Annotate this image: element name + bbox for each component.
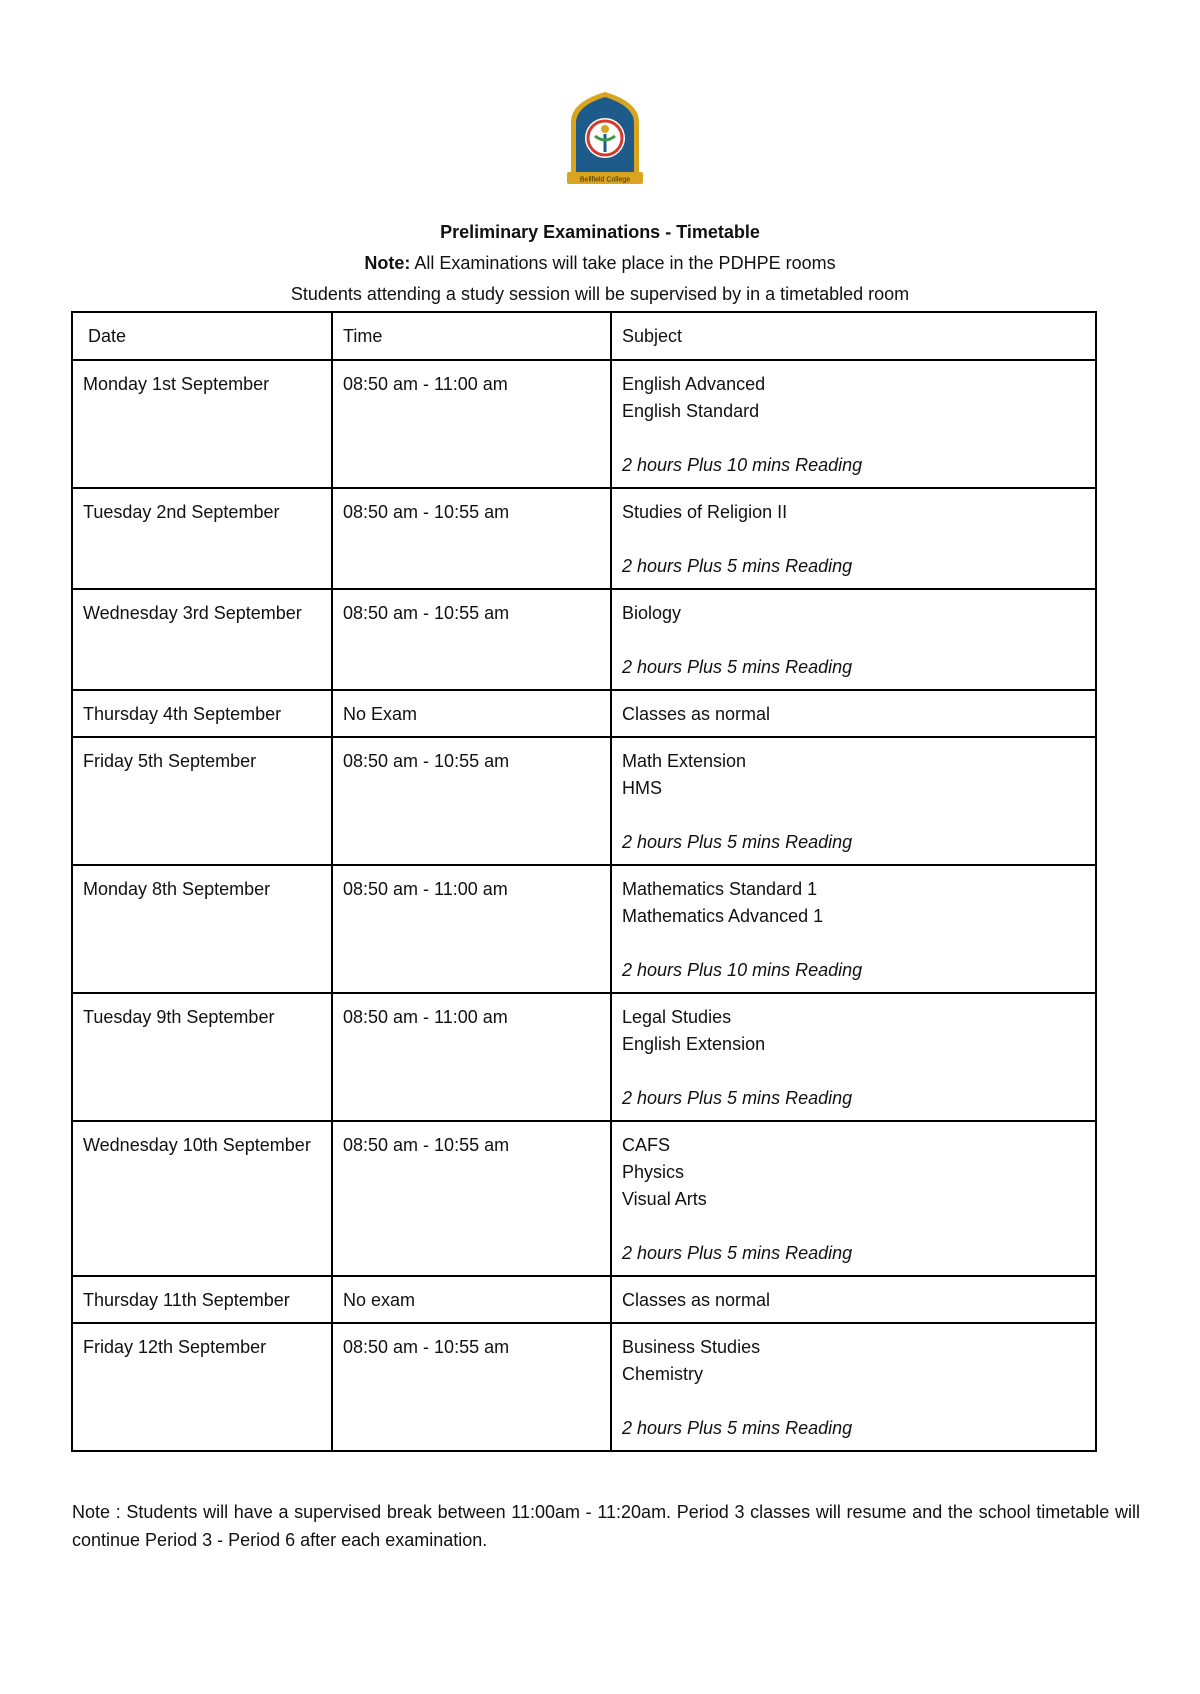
cell-date: Friday 12th September bbox=[72, 1323, 332, 1451]
cell-date: Monday 1st September bbox=[72, 360, 332, 488]
header-date: Date bbox=[72, 312, 332, 360]
header-time: Time bbox=[332, 312, 611, 360]
cell-subject bbox=[611, 589, 1096, 690]
cell-time: No Exam bbox=[332, 690, 611, 737]
page-title: Preliminary Examinations - Timetable bbox=[440, 222, 760, 242]
cell-subject bbox=[611, 488, 1096, 589]
note-label: Note: bbox=[364, 253, 411, 273]
cell-subject bbox=[611, 737, 1096, 865]
table-row bbox=[72, 360, 1096, 488]
reading-time: 2 hours Plus 10 mins Reading bbox=[622, 960, 863, 980]
cell-subject bbox=[611, 1323, 1096, 1451]
cell-date: Tuesday 9th September bbox=[72, 993, 332, 1121]
line-gap bbox=[622, 1213, 1085, 1240]
cell-time: 08:50 am - 10:55 am bbox=[332, 737, 611, 865]
cell-subject bbox=[611, 1121, 1096, 1276]
subject-name: Chemistry bbox=[622, 1364, 704, 1384]
cell-date: Thursday 11th September bbox=[72, 1276, 332, 1323]
cell-time: 08:50 am - 11:00 am bbox=[332, 993, 611, 1121]
line-gap bbox=[622, 1058, 1085, 1085]
line-gap bbox=[622, 526, 1085, 553]
table-row bbox=[72, 1121, 1096, 1276]
crest-icon bbox=[565, 88, 645, 186]
cell-date: Thursday 4th September bbox=[72, 690, 332, 737]
cell-time: 08:50 am - 10:55 am bbox=[332, 488, 611, 589]
cell-date: Monday 8th September bbox=[72, 865, 332, 993]
exam-timetable bbox=[71, 311, 1097, 1452]
svg-text:Bellfield College: Bellfield College bbox=[579, 176, 631, 184]
subject-name: Mathematics Advanced 1 bbox=[622, 906, 824, 926]
cell-time: 08:50 am - 11:00 am bbox=[332, 360, 611, 488]
line-gap bbox=[622, 627, 1085, 654]
reading-time: 2 hours Plus 10 mins Reading bbox=[622, 455, 863, 475]
subject-name: English Standard bbox=[622, 401, 760, 421]
cell-subject bbox=[611, 993, 1096, 1121]
subject-name: HMS bbox=[622, 778, 662, 798]
reading-time: 2 hours Plus 5 mins Reading bbox=[622, 657, 853, 677]
cell-time: No exam bbox=[332, 1276, 611, 1323]
table-row bbox=[72, 1276, 1096, 1323]
cell-date: Tuesday 2nd September bbox=[72, 488, 332, 589]
subject-name: Math Extension bbox=[622, 751, 747, 771]
reading-time: 2 hours Plus 5 mins Reading bbox=[622, 1418, 853, 1438]
table-row bbox=[72, 993, 1096, 1121]
reading-time: 2 hours Plus 5 mins Reading bbox=[622, 832, 853, 852]
footer-note: Note : Students will have a supervised break between 11:00am - 11:20am. Period 3 classes will resume and the school timetable will continue Period 3 - Period 6 after each examination. bbox=[72, 1502, 1140, 1550]
header-subject: Subject bbox=[611, 312, 1096, 360]
reading-time: 2 hours Plus 5 mins Reading bbox=[622, 1243, 853, 1263]
subject-name: Visual Arts bbox=[622, 1189, 707, 1209]
subject-name: Business Studies bbox=[622, 1337, 761, 1357]
subject-name: CAFS bbox=[622, 1135, 671, 1155]
cell-subject bbox=[611, 360, 1096, 488]
subject-name: Physics bbox=[622, 1162, 685, 1182]
table-row bbox=[72, 488, 1096, 589]
table-row bbox=[72, 690, 1096, 737]
table-row bbox=[72, 865, 1096, 993]
cell-date: Wednesday 10th September bbox=[72, 1121, 332, 1276]
cell-date: Wednesday 3rd September bbox=[72, 589, 332, 690]
cell-date: Friday 5th September bbox=[72, 737, 332, 865]
cell-subject bbox=[611, 1276, 1096, 1323]
table-header-row bbox=[72, 312, 1096, 360]
note-text: All Examinations will take place in the PDHPE rooms bbox=[410, 253, 836, 273]
cell-time: 08:50 am - 10:55 am bbox=[332, 589, 611, 690]
subject-name: English Extension bbox=[622, 1034, 766, 1054]
cell-time: 08:50 am - 10:55 am bbox=[332, 1121, 611, 1276]
subject-name: Mathematics Standard 1 bbox=[622, 879, 818, 899]
table-row bbox=[72, 1323, 1096, 1451]
subject-name: Legal Studies bbox=[622, 1007, 732, 1027]
subject-name: Studies of Religion II bbox=[622, 502, 788, 522]
line-gap bbox=[622, 425, 1085, 452]
line-gap bbox=[622, 802, 1085, 829]
table-row bbox=[72, 737, 1096, 865]
line-gap bbox=[622, 1388, 1085, 1415]
school-crest-logo bbox=[565, 88, 645, 186]
subject-name: Classes as normal bbox=[622, 1290, 771, 1310]
study-session-note: Students attending a study session will be supervised by in a timetabled room bbox=[290, 284, 910, 304]
subject-name: English Advanced bbox=[622, 374, 766, 394]
reading-time: 2 hours Plus 5 mins Reading bbox=[622, 1088, 853, 1108]
line-gap bbox=[622, 930, 1085, 957]
subject-name: Classes as normal bbox=[622, 704, 771, 724]
cell-time: 08:50 am - 11:00 am bbox=[332, 865, 611, 993]
cell-subject bbox=[611, 865, 1096, 993]
cell-subject bbox=[611, 690, 1096, 737]
table-row bbox=[72, 589, 1096, 690]
exam-location-note bbox=[0, 248, 1200, 278]
reading-time: 2 hours Plus 5 mins Reading bbox=[622, 556, 853, 576]
subject-name: Biology bbox=[622, 603, 682, 623]
cell-time: 08:50 am - 10:55 am bbox=[332, 1323, 611, 1451]
